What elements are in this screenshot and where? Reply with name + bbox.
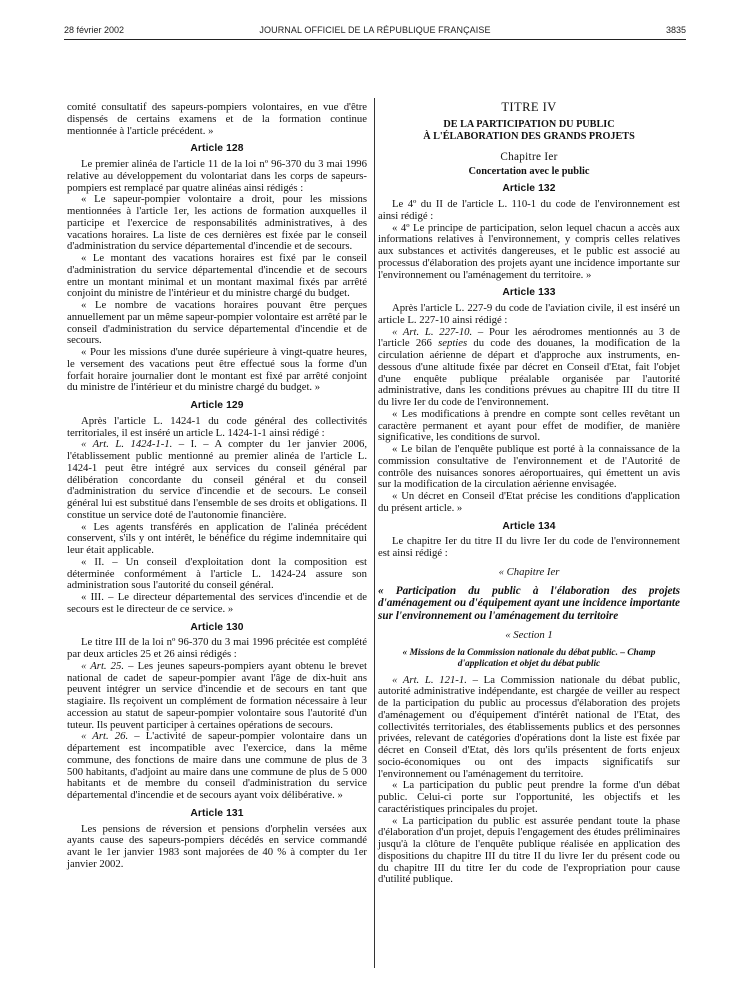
- header-rule: [64, 39, 686, 40]
- article-131-p1: Les pensions de réversion et pensions d'orphelin versées aux ayants cause des sapeurs-pompiers décédés en service commandé avant le 1er janvier 1983 sont majorées de 40 % à compter du 1er janvier 2002.: [67, 822, 367, 870]
- article-128-p3: « Le montant des vacations horaires est fixé par le conseil d'administration du service départemental d'incendie et de secours entre un montant minimal et un montant maximal fixés par arrêté conjoint du ministre de l'intérieur et du ministre chargé du budget.: [67, 252, 367, 300]
- header-journal-title: JOURNAL OFFICIEL DE LA RÉPUBLIQUE FRANÇAISE: [259, 25, 491, 35]
- article-133-ref: « Art. L. 227-10.: [392, 325, 473, 338]
- article-133-p5: « Un décret en Conseil d'Etat précise les conditions d'application du présent article. »: [378, 490, 680, 514]
- left-column: [67, 102, 367, 871]
- chapitre-title: « Participation du public à l'élaboration des projets d'aménagement ou d'équipement ayant une incidence importante sur l'environnement ou l'aménagement du territoire: [378, 584, 680, 623]
- chapitre-subtitle: Concertation avec le public: [468, 165, 590, 177]
- article-129-p5: « III. – Le directeur départemental des services d'incendie et de secours est le directeur de ce service. »: [67, 591, 367, 615]
- article-133-p3: « Les modifications à prendre en compte sont celles revêtant un caractère permanent et ayant pour effet de modifier, de manière significative, les conditions de survol.: [378, 407, 680, 444]
- article-L121-1-p2: « La participation du public peut prendre la forme d'un débat public. Celui-ci porte sur l'opportunité, les objectifs et les caractéristiques principales du projet.: [378, 779, 680, 815]
- article-129-ref: « Art. L. 1424-1-1.: [81, 438, 173, 451]
- header-page-number: 3835: [665, 25, 686, 35]
- page-header: [64, 23, 686, 39]
- article-129-p4: « II. – Un conseil d'exploitation dont la composition est déterminée conformément à l'article L. 1424-24 assure son administration sous l'autorité du conseil général.: [67, 555, 367, 592]
- article-132-heading: Article 132: [502, 183, 556, 195]
- article-132-p1: Le 4º du II de l'article L. 110-1 du code de l'environnement est ainsi rédigé :: [378, 198, 680, 222]
- article-130-p2-text: – Les jeunes sapeurs-pompiers ayant obtenu le brevet national de cadet de sapeur-pompier avant l'âge de dix-huit ans peuvent intégrer un service d'incendie et de secours en tant que stagiaire. Ils reçoivent un complément de formation nécessaire à leur accession au statut de sapeur-pompier volontaire sous l'autorité d'un tuteur. Ils peuvent participer à certaines opérations de secours.: [67, 659, 367, 731]
- article-130-p2: [67, 661, 367, 732]
- right-column: [378, 102, 680, 886]
- intro-paragraph: comité consultatif des sapeurs-pompiers volontaires, en vue d'être dispensés de certains examens et de la formation continue mentionnée à l'article précédent. »: [67, 101, 367, 137]
- article-133-p2-text-a: – Pour les aérodromes mentionnés au 3 de l'article 266: [378, 325, 680, 350]
- header-date: 28 février 2002: [64, 25, 125, 35]
- article-129-p3: « Les agents transférés en application de l'alinéa précédent conservent, s'ils y ont intérêt, le bénéfice du régime indemnitaire qui leur était applicable.: [67, 520, 367, 556]
- article-133-p2: [378, 327, 680, 409]
- titre-subtitle-line2: À L'ÉLABORATION DES GRANDS PROJETS: [423, 130, 635, 142]
- titre-heading: TITRE IV: [501, 100, 557, 114]
- article-130-p3-text: – L'activité de sapeur-pompier volontaire dans un département est incompatible avec l'exercice, dans la même commune, des fonctions de maire dans une commune de plus de 3 500 habitants, d'adjoint au maire dans une commune de plus de 5 000 habitants et de membre du conseil d'administration du service départemental d'incendie et de secours ayant voix délibérative. »: [67, 730, 367, 801]
- article-133-p4: « Le bilan de l'enquête publique est porté à la connaissance de la commission consultative de l'environnement et de l'Autorité de contrôle des nuisances sonores aéroportuaires, qui émettent un avis sur la modification de la circulation aérienne envisagée.: [378, 443, 680, 491]
- article-129-p1: Après l'article L. 1424-1 du code général des collectivités territoriales, il est inséré un article L. 1424-1-1 ainsi rédigé :: [67, 414, 367, 439]
- article-129-heading: Article 129: [190, 400, 244, 411]
- article-129-p2-text: – I. – A compter du 1er janvier 2006, l'établissement public mentionné au premier alinéa de l'article L. 1424-1 peut être intégré aux services du conseil général par délibération concordante du conseil général et du conseil d'administration du service d'incendie et de secours. Le conseil général lui est substitué dans l'ensemble de ses droits et obligations. Il constitue un service doté de l'autonomie financière.: [67, 438, 367, 521]
- titre-subtitle: [378, 119, 680, 143]
- article-129-p2: [67, 439, 367, 521]
- article-128-heading: Article 128: [190, 143, 244, 155]
- article-130-heading: Article 130: [190, 621, 244, 633]
- article-130-p3: [67, 731, 367, 802]
- article-128-p2: « Le sapeur-pompier volontaire a droit, pour les missions mentionnées à l'article 1er, les actions de formation auxquelles il participe et l'exercice de responsabilités administratives, à des vacations horaires. La liste de ces dernières est fixée par le conseil d'administration du service départemental d'incendie et de secours.: [67, 193, 367, 253]
- section-label: « Section 1: [505, 628, 553, 641]
- article-L121-1-p1: [378, 675, 680, 781]
- article-L121-1-p3: « La participation du public est assurée pendant toute la phase d'élaboration d'un projet, depuis l'engagement des études préliminaires jusqu'à la clôture de l'enquête publique réalisée en application des dispositions du chapitre III du titre II du livre Ier du présent code ou du chapitre III du titre Ier du code de l'expropriation pour cause d'utilité publique.: [378, 814, 680, 886]
- article-130-ref-26: « Art. 26.: [81, 730, 129, 743]
- article-133-p2-text-b: du code des douanes, la modification de la circulation aérienne de départ et d'approche aux instruments, en-dessous d'une altitude fixée par décret en Conseil d'Etat, fait l'objet d'une enquête publique préalable organisée par l'autorité administrative, dans les conditions prévues au chapitre III du titre II du livre Ier du code de l'environnement.: [378, 337, 680, 408]
- article-128-p5: « Pour les missions d'une durée supérieure à vingt-quatre heures, le versement des vacations peut être effectué sous la forme d'un forfait horaire journalier dont le montant est fixé par arrêté conjoint du ministre de l'intérieur et du ministre chargé du budget. »: [67, 346, 367, 394]
- article-132-p2: « 4º Le principe de participation, selon lequel chacun a accès aux informations relatives à l'environnement, y compris celles relatives aux substances et activités dangereuses, et le public est associé au processus d'élaboration des projets ayant une incidence importante sur l'environnement ou l'aménagement du territoire. »: [378, 221, 680, 281]
- article-134-heading: Article 134: [502, 520, 556, 532]
- article-130-p1: Le titre III de la loi nº 96-370 du 3 mai 1996 précitée est complété par deux articles 25 et 26 ainsi rédigés :: [67, 636, 367, 660]
- article-133-p1: Après l'article L. 227-9 du code de l'aviation civile, il est inséré un article L. 227-10 ainsi rédigé :: [378, 302, 680, 326]
- article-133-septies: septies: [438, 337, 468, 350]
- section-title: « Missions de la Commission nationale du débat public. – Champ d'application et objet du débat public: [402, 647, 656, 669]
- chapitre-label: « Chapitre Ier: [498, 565, 560, 578]
- article-134-p1: Le chapitre Ier du titre II du livre Ier du code de l'environnement est ainsi rédigé :: [378, 535, 680, 559]
- article-L121-1-text: – La Commission nationale du débat public, autorité administrative indépendante, est chargée de veiller au respect de la participation du public au processus d'élaboration des projets d'aménagement ou d'équipement d'intérêt national de l'Etat, des collectivités territoriales, des établissements publics et des personnes privées, relevant de catégories d'opérations dont la liste est fixée par décret en Conseil d'Etat, dès lors qu'ils présentent de forts enjeux socio-économiques ou ont des impacts significatifs sur l'environnement ou l'aménagement du territoire.: [378, 673, 681, 780]
- chapitre-heading: Chapitre Ier: [500, 150, 558, 163]
- article-130-ref-25: « Art. 25.: [81, 659, 125, 672]
- article-128-p1: Le premier alinéa de l'article 11 de la loi nº 96-370 du 3 mai 1996 relative au développement du volontariat dans les corps de sapeurs-pompiers est remplacé par quatre alinéas ainsi rédigés :: [67, 158, 367, 194]
- article-128-p4: « Le nombre de vacations horaires pouvant être perçues annuellement par un même sapeur-pompier volontaire est arrêté par le conseil d'administration du service départemental d'incendie et de secours.: [67, 299, 367, 347]
- column-divider: [374, 98, 375, 968]
- article-L121-1-ref: « Art. L. 121-1.: [392, 673, 467, 686]
- article-133-heading: Article 133: [502, 287, 556, 299]
- titre-subtitle-line1: DE LA PARTICIPATION DU PUBLIC: [443, 118, 615, 130]
- article-131-heading: Article 131: [190, 807, 244, 819]
